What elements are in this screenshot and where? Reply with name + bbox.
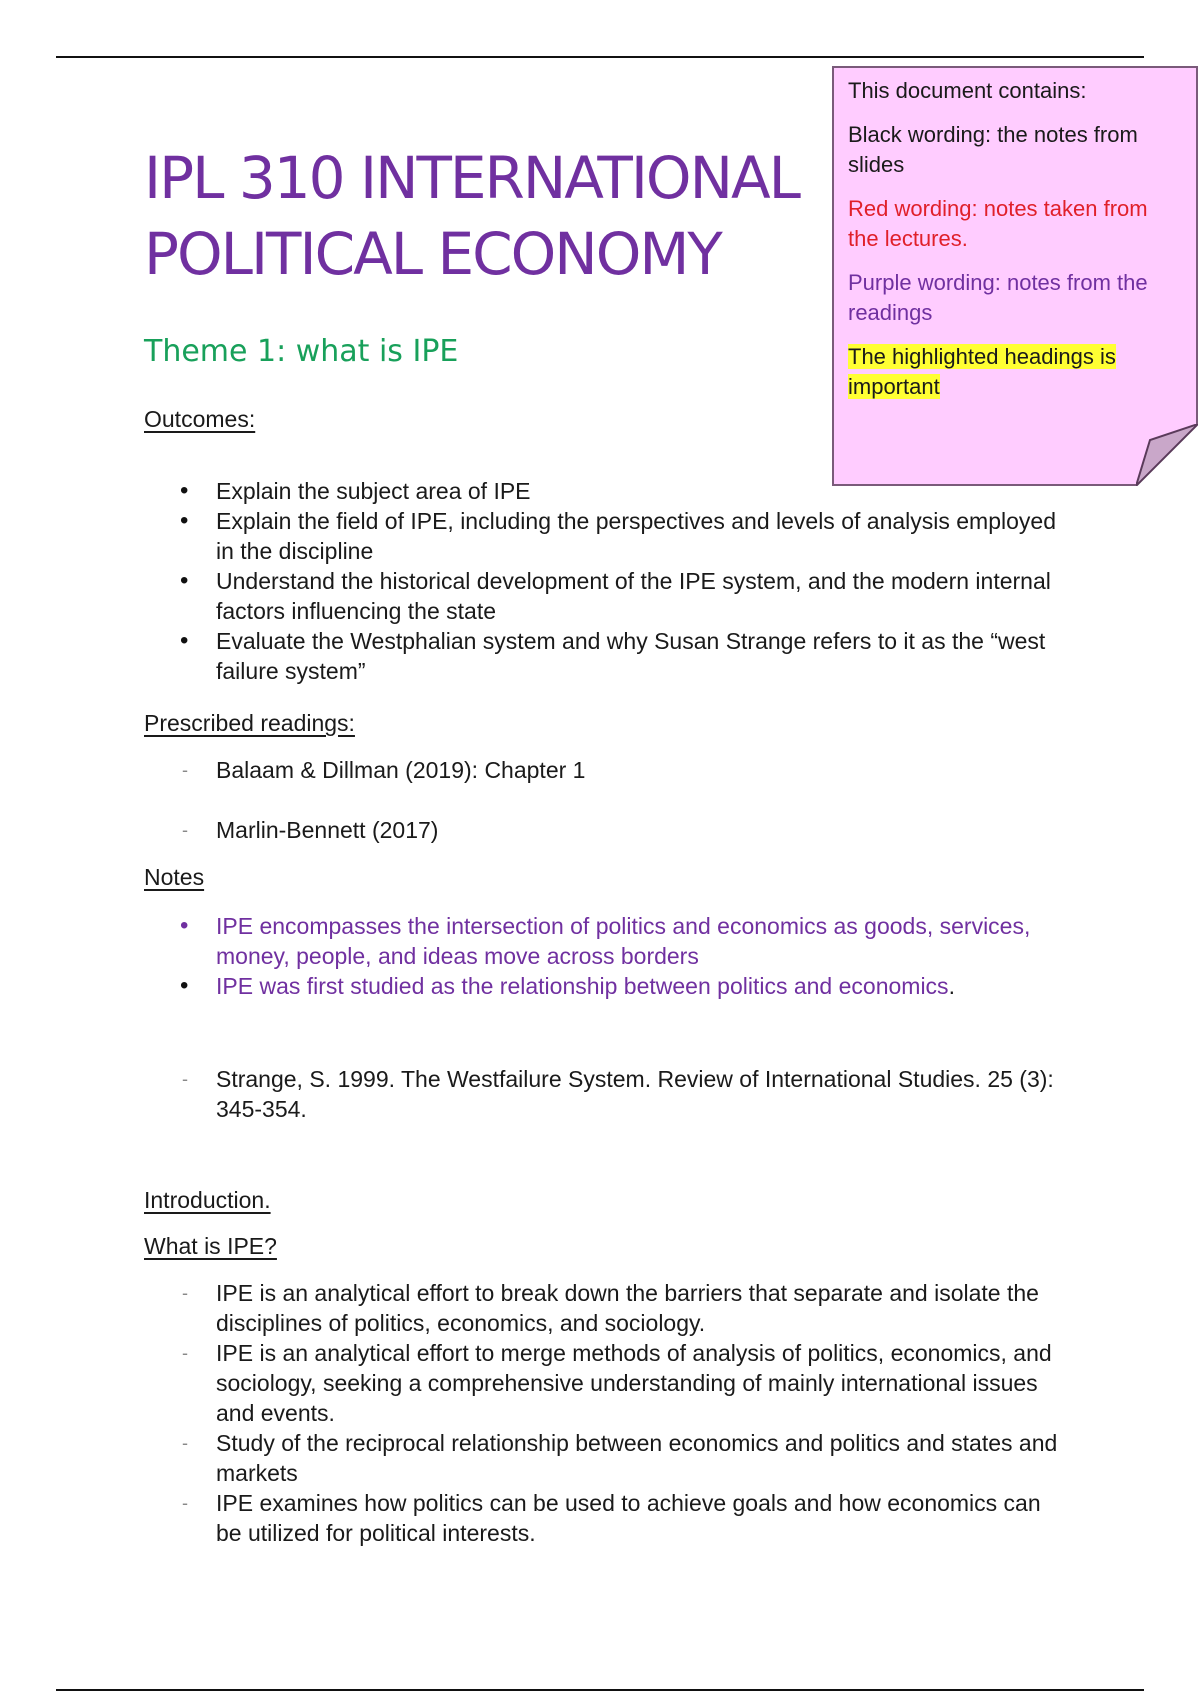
list-item: • Evaluate the Westphalian system and why Susan Strange refers to it as the “west failure system” [144,626,1064,686]
legend-highlight [848,342,1184,402]
title-line-1: IPL 310 INTERNATIONAL [144,144,799,212]
prescribed-readings-heading: Prescribed readings: [144,710,355,736]
document-title [144,140,799,292]
outcomes-list [144,476,1064,686]
list-item: • IPE encompasses the intersection of politics and economics as goods, services, money, people, and ideas move across borders [144,911,1064,971]
what-is-ipe-heading: What is IPE? [144,1233,277,1259]
note-text: IPE was first studied as the relationship between politics and economics [216,973,949,999]
readings-list [144,755,1064,845]
list-item: - Study of the reciprocal relationship between economics and politics and states and markets [144,1428,1064,1488]
introduction-heading: Introduction. [144,1187,271,1213]
bottom-rule [56,1689,1144,1691]
folded-corner-icon [1136,424,1198,486]
legend-purple-wording: Purple wording: notes from the readings [848,270,1148,325]
list-item: - Balaam & Dillman (2019): Chapter 1 [144,755,1064,785]
list-item: - IPE is an analytical effort to break down the barriers that separate and isolate the disciplines of politics, economics, and sociology. [144,1278,1064,1338]
list-item: • Understand the historical development of the IPE system, and the modern internal factors influencing the state [144,566,1064,626]
list-item: - Marlin-Bennett (2017) [144,815,1064,845]
notes-list [144,911,1064,1001]
legend-black-wording: Black wording: the notes from slides [848,122,1138,177]
theme-heading: Theme 1: what is IPE [144,334,459,369]
notes-heading: Notes [144,864,205,890]
list-item: • Explain the field of IPE, including the perspectives and levels of analysis employed in the discipline [144,506,1064,566]
legend-highlight-text: The highlighted headings is important [848,344,1116,399]
legend-red-wording: Red wording: notes taken from the lectures. [848,196,1148,251]
what-is-ipe-list [144,1278,1064,1548]
list-item [144,971,1064,1001]
outcomes-heading: Outcomes: [144,406,256,432]
citation: - Strange, S. 1999. The Westfailure System. Review of International Studies. 25 (3): 345-354. [144,1064,1064,1124]
note-period: . [948,973,955,999]
top-rule [56,56,1144,58]
citation-list [144,1064,1064,1124]
list-item: - IPE examines how politics can be used to achieve goals and how economics can be utilized for political interests. [144,1488,1064,1548]
list-item: - IPE is an analytical effort to merge methods of analysis of politics, economics, and sociology, seeking a comprehensive understanding of mainly international issues and events. [144,1338,1064,1428]
legend-intro: This document contains: [848,78,1087,103]
sticky-note-legend [832,66,1198,486]
list-item: • Explain the subject area of IPE [144,476,1064,506]
title-line-2: POLITICAL ECONOMY [144,220,721,288]
